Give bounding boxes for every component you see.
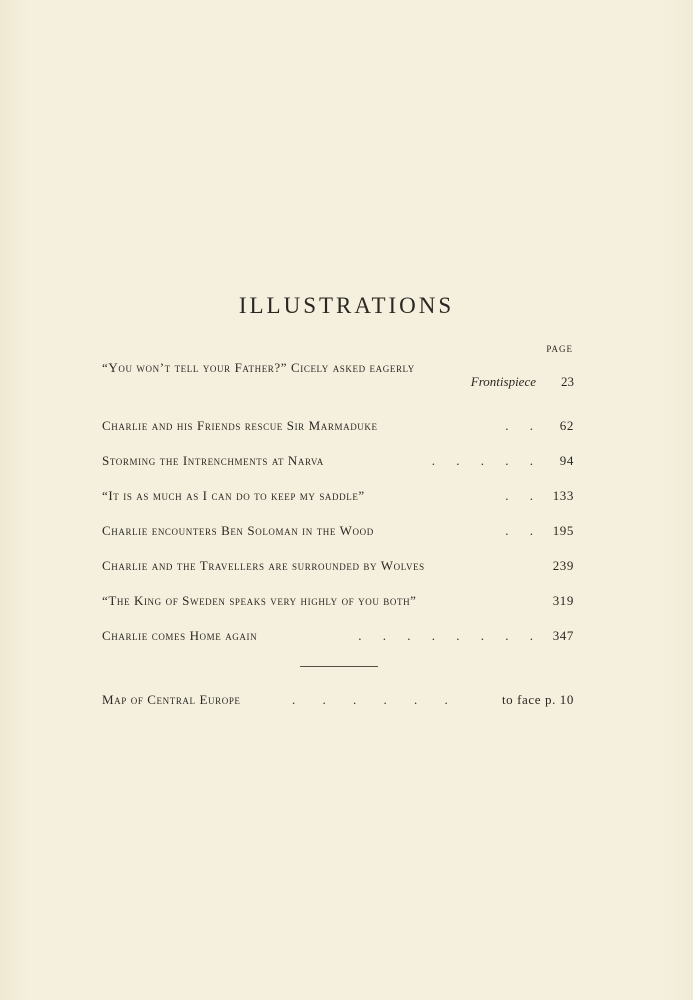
list-item: [102, 445, 574, 480]
illustration-caption: Storming the Intrenchments at Narva: [102, 453, 324, 468]
list-item: [102, 515, 574, 550]
map-caption: Map of Central Europe: [102, 692, 241, 707]
leader-dots: . .: [505, 523, 542, 538]
illustration-caption: Charlie and his Friends rescue Sir Marmaduke: [102, 418, 378, 433]
list-item: [102, 550, 574, 585]
list-item: [102, 585, 574, 620]
illustrations-list: [102, 352, 574, 655]
page-number: 239: [552, 558, 574, 573]
page-number: 62: [559, 418, 574, 433]
illustration-caption: Charlie and the Travellers are surrounded by Wolves: [102, 558, 425, 573]
list-item: [102, 352, 574, 374]
list-item: [102, 480, 574, 515]
frontispiece-row: [102, 374, 574, 410]
page-number: 347: [552, 628, 574, 643]
page-column-header: PAGE: [546, 344, 573, 354]
illustration-caption: “You won’t tell your Father?” Cicely asked eagerly: [102, 360, 415, 375]
map-page-ref: to face p. 10: [501, 692, 574, 707]
illustration-caption: “It is as much as I can do to keep my saddle”: [102, 488, 365, 503]
map-entry: [102, 692, 574, 712]
list-item: [102, 410, 574, 445]
leader-dots: . . . . . .: [292, 692, 460, 707]
leader-dots: . .: [505, 418, 542, 433]
page-number: 133: [552, 488, 574, 503]
page-number: 94: [559, 453, 574, 468]
page-title: ILLUSTRATIONS: [238, 293, 455, 319]
leader-dots: . . . . .: [431, 453, 542, 468]
list-item: [102, 620, 574, 655]
page-number: 195: [552, 523, 574, 538]
section-divider: [300, 666, 378, 667]
illustration-caption: Charlie comes Home again: [102, 628, 258, 643]
frontispiece-label: Frontispiece: [470, 374, 536, 389]
page-number: 23: [561, 374, 574, 389]
illustration-caption: “The King of Sweden speaks very highly of you both”: [102, 593, 417, 608]
leader-dots: . .: [505, 488, 542, 503]
page-number: 319: [552, 593, 574, 608]
illustration-caption: Charlie encounters Ben Soloman in the Wood: [102, 523, 374, 538]
leader-dots: . . . . . . . .: [358, 628, 542, 643]
